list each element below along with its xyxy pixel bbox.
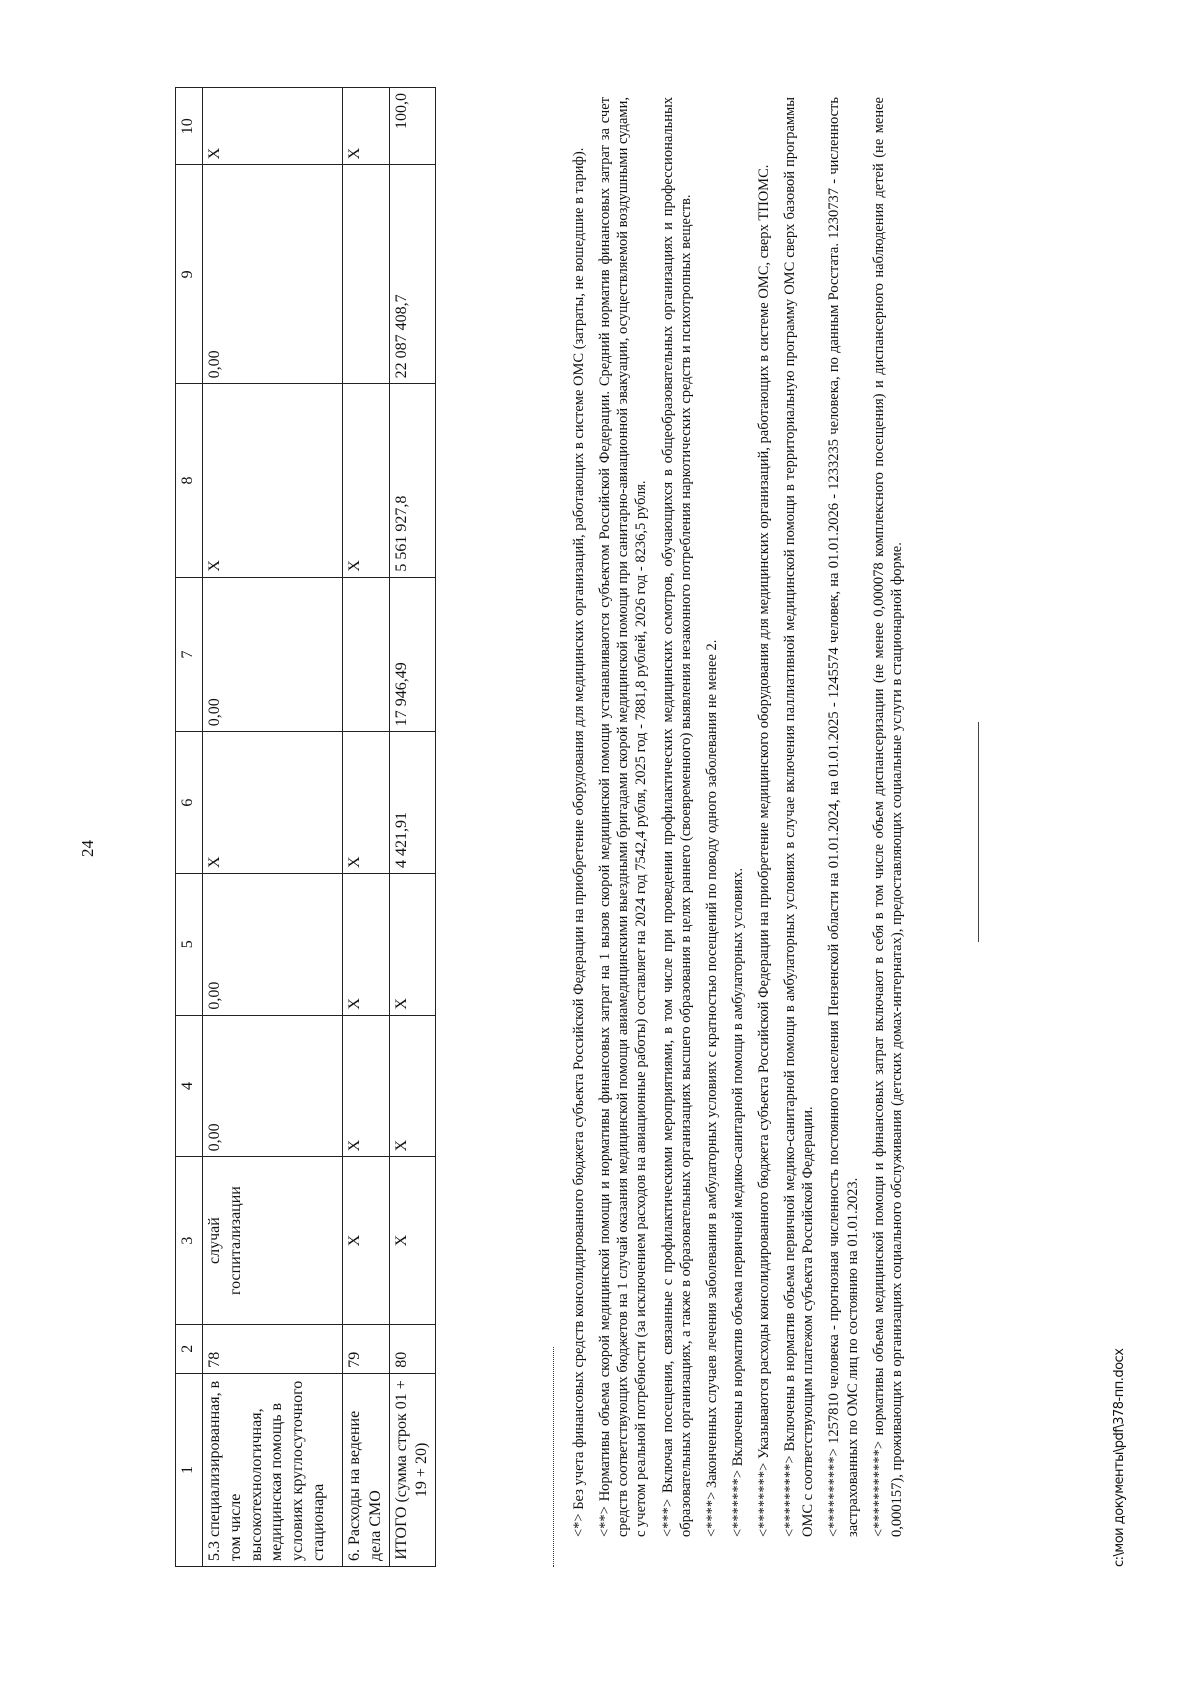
table-row-total [389, 88, 436, 1567]
table-cell: 5 561 927,8 [389, 384, 436, 577]
table-header-row [176, 88, 203, 1567]
row-line-number: 80 [389, 1324, 436, 1373]
row-name: ИТОГО (сумма строк 01 + 19 + 20) [389, 1373, 436, 1566]
table-cell: 0,00 [203, 873, 343, 1015]
row-unit: X [343, 1157, 390, 1324]
footnote: <*> Без учета финансовых средств консолидированного бюджета субъекта Российской Федерации на приобретение оборудования для медицинских организаций, работающих в системе ОМС (затраты, не вошедшие в тариф). [571, 147, 587, 1537]
table-cell: X [389, 873, 436, 1015]
column-header: 10 [176, 88, 203, 165]
table-cell: X [203, 88, 343, 165]
table-cell: 0,00 [203, 1015, 343, 1157]
column-header: 5 [176, 873, 203, 1015]
table-cell: 100,0 [389, 88, 436, 165]
table-cell: 0,00 [203, 577, 343, 732]
end-separator-line [978, 722, 979, 942]
table-cell: 0,00 [203, 165, 343, 384]
column-header: 4 [176, 1015, 203, 1157]
footnote: <*******> Включены в норматив объема первичной медико-санитарной помощи в амбулаторных условиях. [729, 867, 746, 1537]
column-header: 6 [176, 732, 203, 874]
table-cell: X [343, 384, 390, 577]
page-number: 24 [78, 840, 97, 857]
footnote: <*********> Включены в норматив объема первичной медико-санитарной помощи в амбулаторных условиях в случае включения паллиативной медицинской помощи в территориальную программу ОМС сверх базовой программы ОМС с соответствующим платежом субъекта Российской Федерации. [782, 97, 817, 1537]
footnote: <**********> 1257810 человека - прогнозная численность постоянного населения Пензенской области на 01.01.2024, на 01.01.2025 - 1245574 человек, на 01.01.2026 - 1233235 человека, по данным Росстата. 1230737 - численность застрахованных по ОМС лиц по состоянию на 01.01.2023. [826, 97, 861, 1537]
table-cell: 17 946,49 [389, 577, 436, 732]
table-cell: X [389, 1015, 436, 1157]
table-row [203, 88, 343, 1567]
column-header: 9 [176, 165, 203, 384]
financing-table [175, 87, 436, 1567]
row-unit: случай госпитализации [203, 1157, 343, 1324]
column-header: 8 [176, 384, 203, 577]
row-name: 5.3 специализированная, в том числе высокотехнологичная, медицинская помощь в условиях круглосуточного стационара [203, 1373, 343, 1566]
footnote: <***> Включая посещения, связанные с профилактическими мероприятиями, в том числе при проведении профилактических медицинских осмотров, обучающихся в общеобразовательных организациях и профессиональных образовательных организациях, а также в образовательных организациях высшего образования в целях раннего (своевременного) выявления незаконного потребления наркотических средств и психотропных веществ. [659, 97, 694, 1537]
table-cell: X [343, 873, 390, 1015]
footnote: <**> Нормативы объема скорой медицинской помощи и нормативы финансовых затрат на 1 вызов скорой медицинской помощи устанавливаются субъектом Российской Федерации. Средний норматив финансовых затрат за счет средств соответствующих бюджетов на 1 случай оказания медицинской помощи авиамедицинскими выездными бригадами скорой медицинской помощи при санитарно-авиационной эвакуации, осуществляемой воздушными судами, с учетом реальной потребности (за исключением расходов на авиационные работы) составляет на 2024 год 7542,4 рубля, 2025 год - 7881,8 рублей, 2026 год - 8236,5 рубля. [597, 97, 650, 1537]
table-cell: X [203, 732, 343, 874]
row-name: 6. Расходы на ведение дела СМО [343, 1373, 390, 1566]
file-path-footer: c:\мои документы\pdf\378-пп.docx [1112, 1348, 1127, 1567]
table-cell: 4 421,91 [389, 732, 436, 874]
table-cell [343, 165, 390, 384]
row-unit: X [389, 1157, 436, 1324]
table-row [343, 88, 390, 1567]
column-header: 1 [176, 1373, 203, 1566]
column-header: 7 [176, 577, 203, 732]
table-cell [343, 577, 390, 732]
row-line-number: 78 [203, 1324, 343, 1373]
table-cell: X [343, 88, 390, 165]
column-header: 3 [176, 1157, 203, 1324]
row-line-number: 79 [343, 1324, 390, 1373]
footnote: <****> Законченных случаев лечения заболевания в амбулаторных условиях с кратностью посещений по поводу одного заболевания не менее 2. [703, 639, 720, 1537]
footnote: <***********> нормативы объема медицинской помощи и финансовых затрат включают в себя в том числе объем диспансеризации (не менее 0,000078 комплексного посещения) и диспансерного наблюдения детей (не менее 0,000157), проживающих в организациях социального обслуживания (детских домах-интернатах), предоставляющих социальные услуги в стационарной форме. [870, 97, 905, 1537]
table-cell: X [343, 732, 390, 874]
footnotes [570, 97, 914, 1537]
table-cell: 22 087 408,7 [389, 165, 436, 384]
footnote: <********> Указываются расходы консолидированного бюджета субъекта Российской Федерации на приобретение медицинского оборудования для медицинских организаций, работающих в системе ОМС, сверх ТПОМС. [756, 164, 772, 1537]
table-end-dotted-line [553, 1347, 554, 1567]
table-cell: X [343, 1015, 390, 1157]
column-header: 2 [176, 1324, 203, 1373]
table-cell: X [203, 384, 343, 577]
